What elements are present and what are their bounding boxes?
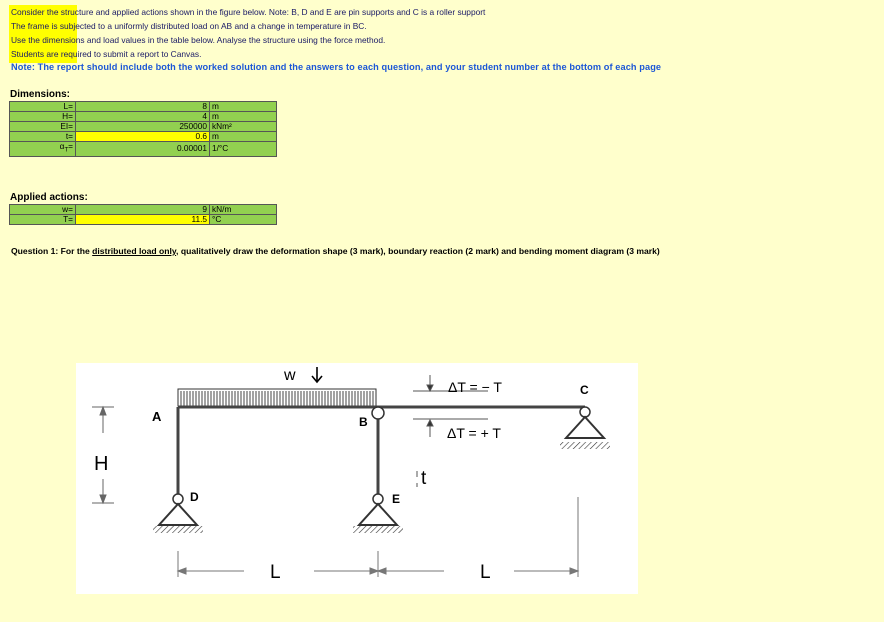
dim-unit-t: m [210,132,277,142]
temp-bottom-label: ΔT = + T [447,425,501,441]
table-row [10,112,277,122]
dim-unit-EI: kNm² [210,122,277,132]
frame-drawing [76,363,638,594]
node-d-label: D [190,490,199,504]
question-1 [11,246,660,256]
instruction-line-3: Use the dimensions and load values in the table below. Analyse the structure using the force method. [11,35,386,45]
question-1-underlined: distributed load only [92,246,177,256]
instruction-line-2: The frame is subjected to a uniformly distributed load on AB and a change in temperature in BC. [11,21,367,31]
dim-label-alpha: $\alpha_T=$ [10,142,76,157]
dim-value-EI[interactable]: 250000 [76,122,210,132]
table-row [10,102,277,112]
load-arrow-icon [312,367,322,382]
table-row [10,122,277,132]
load-unit-w: kN/m [210,205,277,215]
dimensions-heading: Dimensions: [10,89,71,100]
dim-value-t[interactable]: 0.6 [76,132,210,142]
load-unit-T: °C [210,215,277,225]
hinge-b [372,407,384,419]
dim-label-H: H= [10,112,76,122]
frame-diagram [76,363,638,594]
node-b-label: B [359,415,368,429]
load-label-w: w= [10,205,76,215]
dim-value-L[interactable]: 8 [76,102,210,112]
dim-unit-L: m [210,102,277,112]
dimensions-table [9,101,277,157]
dim-label-EI: EI= [10,122,76,132]
height-label: H [94,453,109,475]
node-a-label: A [152,409,162,424]
node-c-label: C [580,383,589,397]
temp-top-label: ΔT = − T [448,379,502,395]
dim-label-t: t= [10,132,76,142]
node-e-label: E [392,492,401,506]
question-1-prefix: Question 1: For the [11,246,93,256]
dim-label-L: L= [10,102,76,112]
table-row [10,215,277,225]
load-value-T[interactable]: 11.5 [76,215,210,225]
instruction-line-1: Consider the structure and applied actions shown in the figure below. Note: B, D and E are pin supports and C is a roller support [11,7,486,17]
thickness-label: t [421,468,427,489]
report-note: Note: The report should include both the worked solution and the answers to each question, and your student number at the bottom of each page [11,62,662,72]
applied-actions-heading: Applied actions: [10,192,88,203]
span-label-left: L [270,562,281,583]
instruction-line-4: Students are required to submit a report to Canvas. [11,49,202,59]
load-value-w[interactable]: 9 [76,205,210,215]
table-row [10,132,277,142]
load-label: w [284,367,296,384]
dim-unit-H: m [210,112,277,122]
table-row [10,205,277,215]
dim-value-H[interactable]: 4 [76,112,210,122]
load-label-T: T= [10,215,76,225]
applied-actions-table [9,204,277,225]
question-1-suffix: , qualitatively draw the deformation shape (3 mark), boundary reaction (2 mark) and bending moment diagram (3 mark) [176,246,660,256]
dim-value-alpha[interactable]: 0.00001 [76,142,210,157]
dim-unit-alpha: 1/°C [210,142,277,157]
span-label-right: L [480,562,491,583]
roller-support-c [560,407,610,449]
distributed-load [178,389,376,406]
table-row [10,142,277,157]
